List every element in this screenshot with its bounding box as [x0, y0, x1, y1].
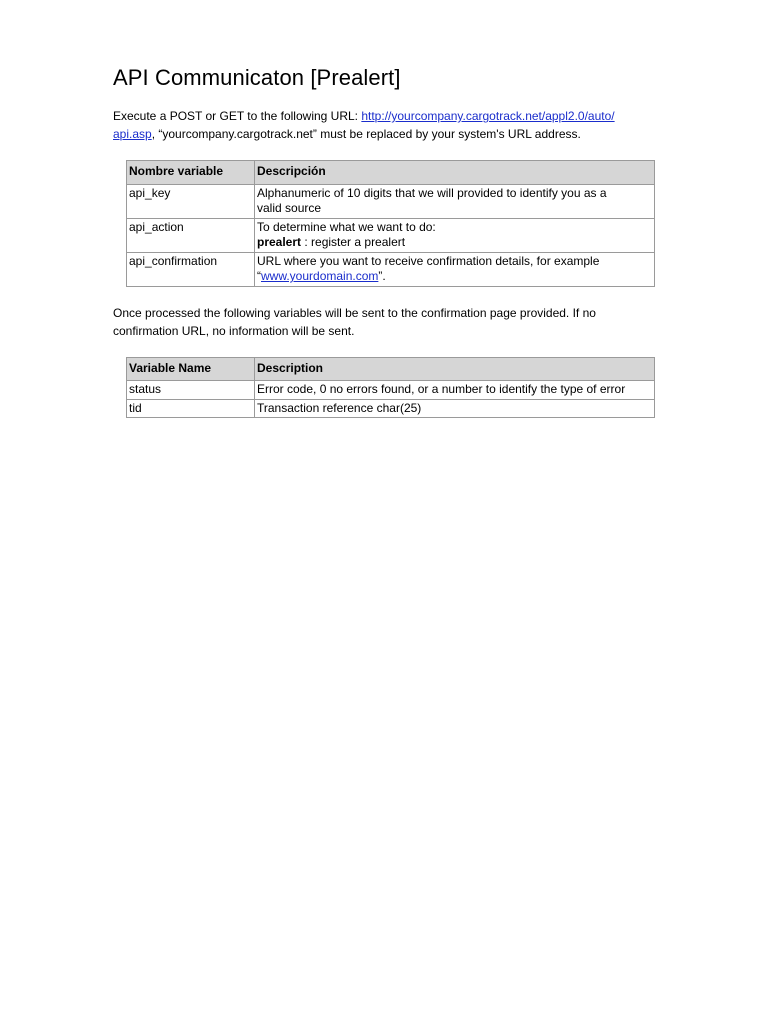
request-variables-table	[126, 160, 655, 287]
intro-paragraph	[113, 107, 653, 143]
page-title: API Communicaton [Prealert]	[113, 65, 401, 90]
table-header-row	[127, 357, 655, 381]
document-page	[113, 62, 658, 418]
response-variables-table	[126, 357, 655, 419]
variable-description-cell	[255, 218, 655, 252]
variable-name-cell: tid	[127, 399, 255, 418]
variable-description-cell: Transaction reference char(25)	[255, 399, 655, 418]
variable-description-cell	[255, 252, 655, 286]
description-line: valid source	[257, 201, 322, 215]
description-line: URL where you want to receive confirmation details, for example	[257, 253, 600, 268]
quote-close: ”.	[378, 269, 386, 283]
variable-name-cell: api_action	[127, 218, 255, 252]
column-header-description: Descripción	[255, 161, 655, 185]
action-value-prealert: prealert	[257, 235, 302, 249]
table-row	[127, 218, 655, 252]
table-header-row	[127, 161, 655, 185]
variable-name-cell: api_key	[127, 184, 255, 218]
description-line: : register a prealert	[301, 235, 406, 249]
quote-open: “	[257, 269, 261, 283]
description-line: Alphanumeric of 10 digits that we will provided to identify you as a	[257, 185, 607, 200]
example-domain-link[interactable]: www.yourdomain.com	[261, 269, 379, 283]
table-row	[127, 184, 655, 218]
column-header-variable: Variable Name	[127, 357, 255, 381]
variable-name-cell: api_confirmation	[127, 252, 255, 286]
variable-description-cell: Error code, 0 no errors found, or a number to identify the type of error	[255, 381, 655, 400]
variable-name-cell: status	[127, 381, 255, 400]
table-row	[127, 252, 655, 286]
api-url-link-line2: api.asp	[113, 127, 152, 141]
confirmation-note: Once processed the following variables will be sent to the confirmation page provided. If no confirmation URL, no information will be sent.	[113, 305, 596, 338]
table-row	[127, 381, 655, 400]
column-header-description: Description	[255, 357, 655, 381]
intro-text-after-link: , “yourcompany.cargotrack.net” must be replaced by your system's URL address.	[151, 127, 581, 141]
column-header-variable: Nombre variable	[127, 161, 255, 185]
variable-description-cell	[255, 184, 655, 218]
description-line: To determine what we want to do:	[257, 219, 436, 234]
intro-text-before-link: Execute a POST or GET to the following URL:	[113, 109, 362, 123]
api-url-link-line1: http://yourcompany.cargotrack.net/appl2.0/auto/	[361, 109, 615, 123]
table-row	[127, 399, 655, 418]
